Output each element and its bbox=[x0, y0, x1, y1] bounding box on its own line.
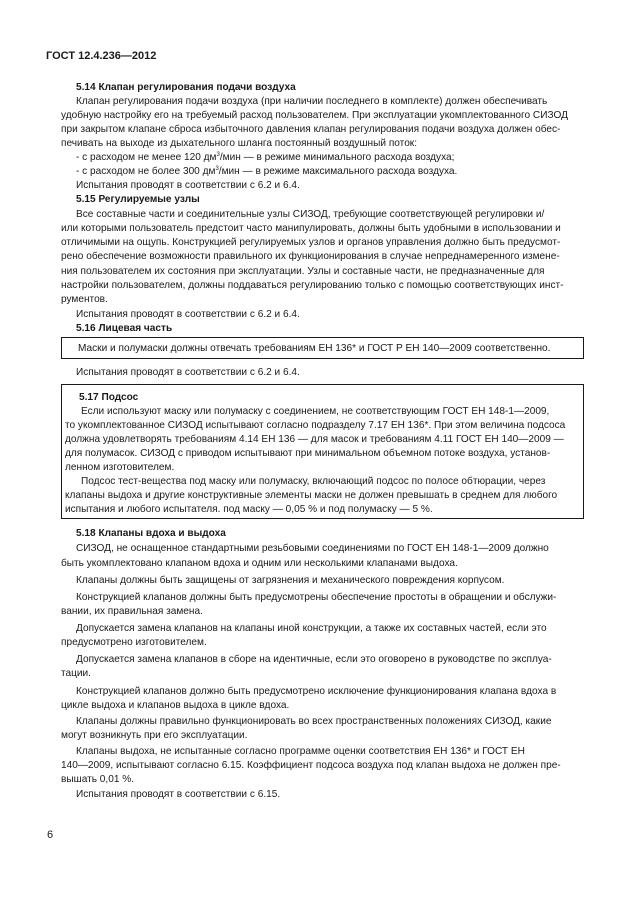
paragraph-line: клапаны выдоха и другие конструктивные элементы маски не должен превышать в среднем для любого bbox=[65, 490, 558, 501]
paragraph-line: Клапан регулирования подачи воздуха (при наличии последнего в комплекте) должен обеспечивать bbox=[76, 96, 548, 107]
paragraph-line: Клапаны должны правильно функционировать во всех пространственных положениях СИЗОД, какие bbox=[76, 716, 552, 727]
unit-exponent: 3 bbox=[215, 166, 219, 172]
paragraph-line: быть укомплектовано клапаном вдоха и одним или несколькими клапанами выдоха. bbox=[61, 558, 458, 569]
paragraph-line: вании, их правильная замена. bbox=[61, 606, 203, 617]
paragraph-line: Испытания проводят в соответствии с 6.2 и 6.4. bbox=[76, 367, 300, 378]
document-header: ГОСТ 12.4.236—2012 bbox=[46, 50, 157, 62]
paragraph-line: Подсос тест-вещества под маску или полумаску, включающий подсос по полосе обтюрации, через bbox=[81, 476, 546, 487]
paragraph-line: Испытания проводят в соответствии с 6.2 и 6.4. bbox=[76, 180, 300, 191]
paragraph-line: при закрытом клапане сброса избыточного давления клапан регулирования подачи воздуха должен обес- bbox=[61, 124, 561, 135]
paragraph-line: Допускается замена клапанов на клапаны иной конструкции, а также их составных частей, если это bbox=[76, 623, 547, 634]
paragraph-line: для полумасок. СИЗОД с приводом испытывают при минимальном объемном потоке воздуха, установ- bbox=[65, 448, 551, 459]
paragraph-line: ленном изготовителем. bbox=[65, 462, 175, 473]
section-5-14-heading: 5.14 Клапан регулирования подачи воздуха bbox=[76, 82, 296, 93]
list-item-text: /мин — в режиме минимального расхода воздуха; bbox=[219, 152, 455, 163]
paragraph-line: Все составные части и соединительные узлы СИЗОД, требующие соответствующей регулировки и/ bbox=[76, 209, 545, 220]
paragraph-line: настройки пользователем, должны поддаваться регулированию только с помощью соответствующих инст- bbox=[61, 280, 564, 291]
paragraph-line: то укомплектованное СИЗОД испытывают согласно подразделу 7.17 ЕН 136*. При этом величина подсоса bbox=[65, 420, 566, 431]
paragraph-line: Допускается замена клапанов в сборе на идентичные, если это оговорено в руководстве по эксплуа- bbox=[76, 654, 552, 665]
paragraph-line: или которыми пользователь предстоит часто манипулировать, должны быть удобными в использовании и bbox=[61, 223, 561, 234]
paragraph-line: должна удовлетворять требованиям 4.14 ЕН 136 — для масок и требованиям 4.11 ГОСТ ЕН 140—2009 — bbox=[65, 434, 564, 445]
paragraph-line: Клапаны должны быть защищены от загрязнения и механического повреждения корпусом. bbox=[76, 575, 505, 586]
paragraph-line: Конструкцией клапанов должны быть предусмотрены обеспечение простоты в обращении и обслужи- bbox=[76, 592, 557, 603]
section-5-18-heading: 5.18 Клапаны вдоха и выдоха bbox=[76, 528, 226, 539]
paragraph-line: рументов. bbox=[61, 294, 108, 305]
paragraph-line: рено обеспечение возможности правильного их функционирования в случае непреднамеренного измене- bbox=[61, 251, 560, 262]
list-item bbox=[76, 166, 457, 178]
paragraph-line: отличимыми на ощупь. Конструкцией регулируемых узлов и органов управления должно быть предусмот- bbox=[61, 237, 561, 248]
paragraph-line: цикле выдоха и клапанов выдоха в цикле вдоха. bbox=[61, 700, 290, 711]
paragraph-line: удобную настройку его на требуемый расход пользователем. При эксплуатации укомплектованного СИЗОД bbox=[61, 110, 568, 121]
section-5-17-heading: 5.17 Подсос bbox=[79, 392, 139, 403]
paragraph-line: Если используют маску или полумаску с соединением, не соответствующим ГОСТ ЕН 148-1—2009, bbox=[81, 406, 550, 417]
list-item bbox=[76, 152, 454, 164]
paragraph-line: Испытания проводят в соответствии с 6.15. bbox=[76, 789, 281, 800]
paragraph-line: печивать на выходе из дыхательного шланга постоянный воздушный поток: bbox=[61, 138, 418, 149]
page-number: 6 bbox=[47, 829, 54, 841]
section-5-16-heading: 5.16 Лицевая часть bbox=[76, 323, 173, 334]
list-item-text: /мин — в режиме максимального расхода воздуха. bbox=[218, 166, 458, 177]
list-item-text: - с расходом не менее 120 дм bbox=[76, 152, 217, 163]
paragraph-line: вышать 0,01 %. bbox=[61, 774, 135, 785]
paragraph-line: Конструкцией клапанов должно быть предусмотрено исключение функционирования клапана вдоха в bbox=[76, 686, 557, 697]
list-item-text: - с расходом не более 300 дм bbox=[76, 166, 216, 177]
paragraph-line: Испытания проводят в соответствии с 6.2 и 6.4. bbox=[76, 309, 300, 320]
paragraph-line: Клапаны выдоха, не испытанные согласно программе оценки соответствия ЕН 136* и ГОСТ ЕН bbox=[76, 746, 525, 757]
paragraph-line: могут возникнуть при его эксплуатации. bbox=[61, 730, 248, 741]
unit-exponent: 3 bbox=[216, 152, 220, 158]
paragraph-line: ния пользователем их состояния при эксплуатации. Узлы и составные части, не предназначенные для bbox=[61, 266, 545, 277]
paragraph-line: испытания и любого испытателя. под маску — 0,05 % и под полумаску — 5 %. bbox=[65, 504, 433, 515]
paragraph-line: 140—2009, испытывают согласно 6.15. Коэффициент подсоса воздуха под клапан выдоха не должен пре- bbox=[61, 760, 561, 771]
paragraph-line: тации. bbox=[61, 668, 91, 679]
paragraph-line: СИЗОД, не оснащенное стандартными резьбовыми соединениями по ГОСТ ЕН 148-1—2009 должно bbox=[76, 543, 549, 554]
paragraph-line: предусмотрено изготовителем. bbox=[61, 637, 207, 648]
requirement-box-text: Маски и полумаски должны отвечать требованиям ЕН 136* и ГОСТ Р ЕН 140—2009 соответственно. bbox=[78, 343, 551, 354]
section-5-15-heading: 5.15 Регулируемые узлы bbox=[76, 194, 200, 205]
